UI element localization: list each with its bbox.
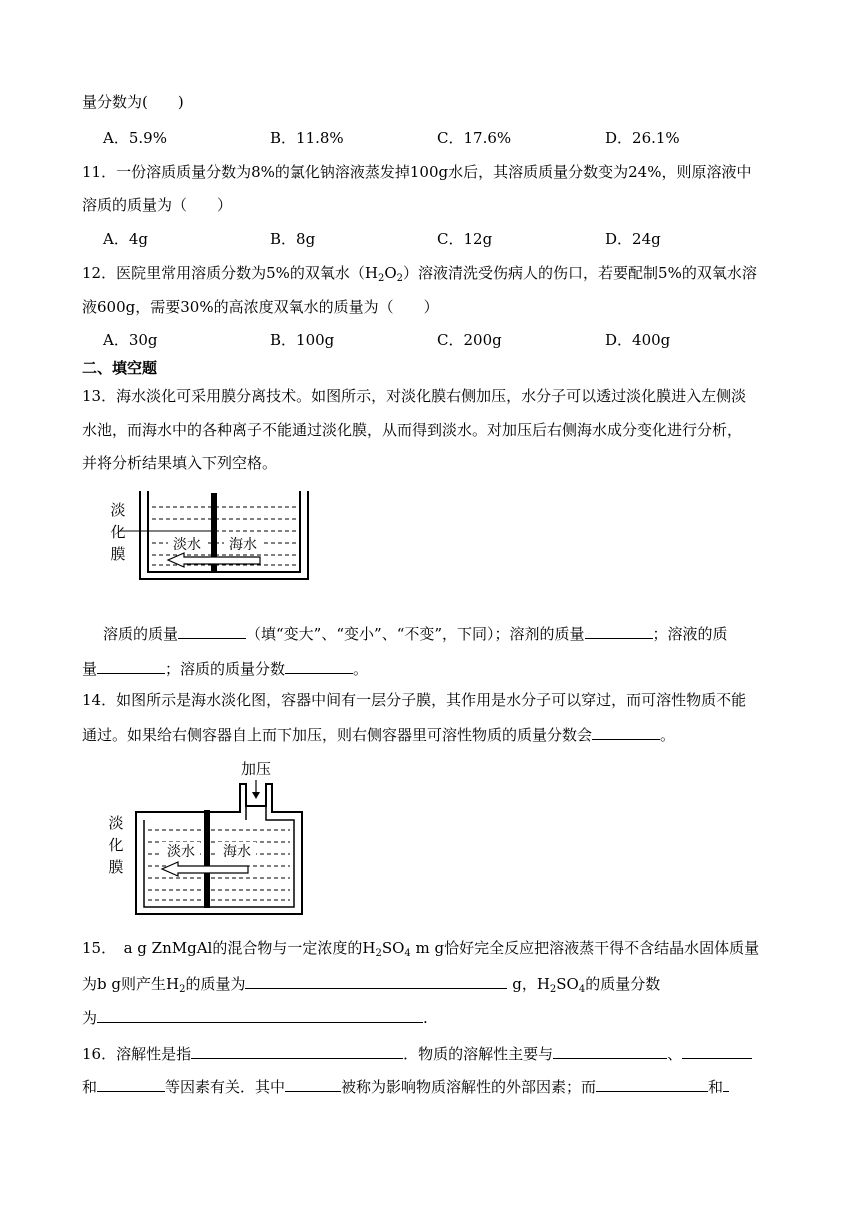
q16-blank-6[interactable] <box>596 1075 708 1092</box>
q11-option-c: C．12g <box>437 230 493 248</box>
q10-option-a: A．5.9% <box>103 129 167 147</box>
q16-text-2d: 和 <box>708 1078 724 1096</box>
q15-blank-2[interactable] <box>97 1006 423 1023</box>
q15-line3 <box>82 1006 428 1028</box>
q13-blank-1[interactable] <box>178 622 246 639</box>
q15-blank-1[interactable] <box>245 972 507 989</box>
q13-fill1-text-b: （填“变大”、“变小”、“不变”，下同）；溶剂的质量 <box>246 625 585 643</box>
q13-fill-line1 <box>103 622 728 644</box>
q15-text-3b: . <box>423 1009 428 1027</box>
q16-blank-2[interactable] <box>553 1042 667 1059</box>
q13-blank-4[interactable] <box>285 657 353 674</box>
q11-option-d: D．24g <box>605 230 661 248</box>
q14-line1: 14．如图所示是海水淡化图，容器中间有一层分子膜，其作用是水分子可以穿过，而可溶性物质不能 <box>82 691 747 709</box>
q10-option-d: D．26.1% <box>605 129 680 147</box>
q13-membrane-label-1: 淡 <box>110 501 126 519</box>
q14-text-a: 通过。如果给右侧容器自上而下加压，则右侧容器里可溶性物质的质量分数会 <box>82 726 593 744</box>
q12-sub2: 2 <box>396 273 404 284</box>
q16-blank-5[interactable] <box>285 1075 341 1092</box>
q16-blank-4[interactable] <box>97 1075 165 1092</box>
q12-option-d: D．400g <box>605 331 671 349</box>
q11-option-b: B．8g <box>270 230 316 248</box>
q11-line1: 11．一份溶质质量分数为8%的氯化钠溶液蒸发掉100g水后，其溶质质量分数变为24%，则原溶液中 <box>82 163 752 181</box>
q13-membrane-label-2: 化 <box>110 523 126 541</box>
q16-line1 <box>82 1042 752 1064</box>
q15-text-1a: 15． a g ZnMgAl的混合物与一定浓度的H <box>82 939 376 957</box>
q15-sub-3: 2 <box>179 984 186 995</box>
q12-line1 <box>82 263 757 283</box>
q14-membrane-label-1: 淡 <box>108 814 124 832</box>
q15-text-2a: 为b g则产生H <box>82 975 180 993</box>
section-heading: 二、填空题 <box>82 359 158 377</box>
q15-text-2d: SO <box>556 975 579 993</box>
q14-left-label: 淡水 <box>167 844 195 860</box>
q13-fill1-text-c: ；溶液的质 <box>652 625 728 643</box>
q13-membrane-label-3: 膜 <box>110 545 126 563</box>
q13-fill2-text-b: ；溶质的质量分数 <box>165 660 286 678</box>
q11-option-a: A．4g <box>103 230 148 248</box>
q15-line2 <box>82 972 660 994</box>
q16-line2 <box>82 1075 729 1097</box>
q15-sub-5: 4 <box>578 984 586 995</box>
q12-text-mid: O <box>384 264 397 282</box>
q16-blank-3[interactable] <box>682 1042 752 1059</box>
q12-line2: 液600g，需要30%的高浓度双氧水的质量为（ ） <box>82 298 439 316</box>
q10-option-b: B．11.8% <box>270 129 344 147</box>
q13-line3: 并将分析结果填入下列空格。 <box>82 454 278 472</box>
q14-blank[interactable] <box>592 723 660 740</box>
q14-text-b: 。 <box>660 726 676 744</box>
q13-fill2-text-a: 量 <box>82 660 98 678</box>
q12-option-a: A．30g <box>103 331 158 349</box>
q15-sub-1: 2 <box>375 948 382 959</box>
q13-fill2-text-c: 。 <box>353 660 369 678</box>
q14-right-label: 海水 <box>223 844 251 860</box>
q16-blank-1[interactable] <box>191 1042 403 1059</box>
q16-text-1c: 、 <box>667 1045 683 1063</box>
q14-line2 <box>82 723 675 745</box>
q10-option-c: C．17.6% <box>437 129 512 147</box>
q13-blank-3[interactable] <box>97 657 165 674</box>
q13-fill1-text-a: 溶质的质量 <box>103 625 179 643</box>
q14-membrane <box>204 810 210 908</box>
q13-line1: 13．海水淡化可采用膜分离技术。如图所示，对淡化膜右侧加压，水分子可以透过淡化膜进入左侧淡 <box>82 387 747 405</box>
q14-pressure-label: 加压 <box>240 760 272 778</box>
q15-text-2c: g，H <box>507 975 550 993</box>
q13-blank-2[interactable] <box>585 622 653 639</box>
q10-tail: 量分数为( ) <box>82 93 184 111</box>
q16-text-2b: 等因素有关．其中 <box>165 1078 286 1096</box>
q15-line1 <box>82 938 759 958</box>
q12-text-a: 12．医院里常用溶质分数为5%的双氧水（H <box>82 264 378 282</box>
q14-membrane-label-3: 膜 <box>108 858 124 876</box>
q15-text-1c: m g恰好完全反应把溶液蒸干得不含结晶水固体质量 <box>410 939 760 957</box>
q12-text-b: ）溶液清洗受伤病人的伤口，若要配制5%的双氧水溶 <box>403 264 757 282</box>
q15-text-1b: SO <box>381 939 405 957</box>
q16-text-2c: 被称为影响物质溶解性的外部因素；而 <box>341 1078 597 1096</box>
q11-line2: 溶质的质量为（ ） <box>82 196 233 214</box>
q12-option-b: B．100g <box>270 331 335 349</box>
q13-desalination-figure <box>100 485 320 585</box>
q15-text-2b: 的质量为 <box>185 975 246 993</box>
q12-sub1: 2 <box>377 273 385 284</box>
q13-left-label: 淡水 <box>173 537 201 553</box>
q15-sub-4: 2 <box>549 984 557 995</box>
q14-membrane-label-2: 化 <box>108 836 124 854</box>
q13-line2: 水池，而海水中的各种离子不能通过淡化膜，从而得到淡水。对加压后右侧海水成分变化进行分析， <box>82 421 743 439</box>
q16-text-1b: ．物质的溶解性主要与 <box>403 1045 554 1063</box>
q15-text-3a: 为 <box>82 1009 98 1027</box>
q16-text-2a: 和 <box>82 1078 98 1096</box>
q13-right-label: 海水 <box>229 537 257 553</box>
q14-pressure-arrowhead <box>252 792 260 799</box>
q12-option-c: C．200g <box>437 331 502 349</box>
q15-sub-2: 4 <box>404 948 411 959</box>
q13-fill-line2 <box>82 657 368 679</box>
q16-blank-7[interactable] <box>723 1075 729 1092</box>
q15-text-2e: 的质量分数 <box>585 975 661 993</box>
q16-text-1a: 16．溶解性是指 <box>82 1045 192 1063</box>
q14-desalination-figure <box>100 752 330 920</box>
q14-water-lines <box>148 830 290 900</box>
